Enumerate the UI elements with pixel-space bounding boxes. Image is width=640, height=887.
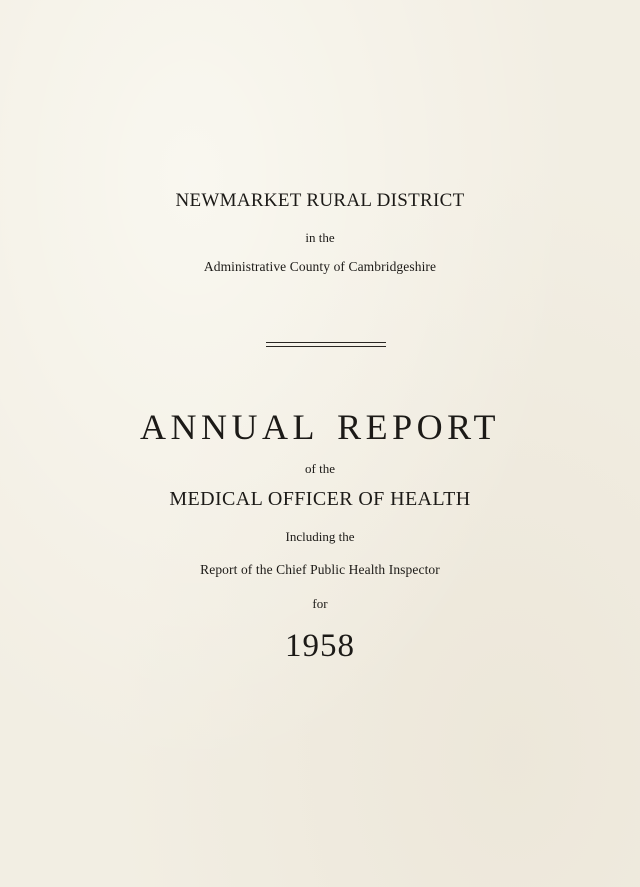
in-the-text: in the bbox=[305, 230, 335, 245]
including-text: Including the bbox=[285, 529, 355, 544]
inspector-report-text: Report of the Chief Public Health Inspector bbox=[200, 562, 440, 577]
report-heading: ANNUAL REPORT bbox=[139, 407, 500, 447]
of-the-text: of the bbox=[305, 461, 335, 476]
for-text: for bbox=[312, 596, 328, 611]
district-name: NEWMARKET RURAL DISTRICT bbox=[175, 190, 465, 211]
officer-title: MEDICAL OFFICER OF HEALTH bbox=[169, 488, 471, 510]
county-name: Administrative County of Cambridgeshire bbox=[203, 259, 437, 274]
double-rule-divider bbox=[266, 342, 386, 347]
report-year: 1958 bbox=[285, 628, 355, 664]
